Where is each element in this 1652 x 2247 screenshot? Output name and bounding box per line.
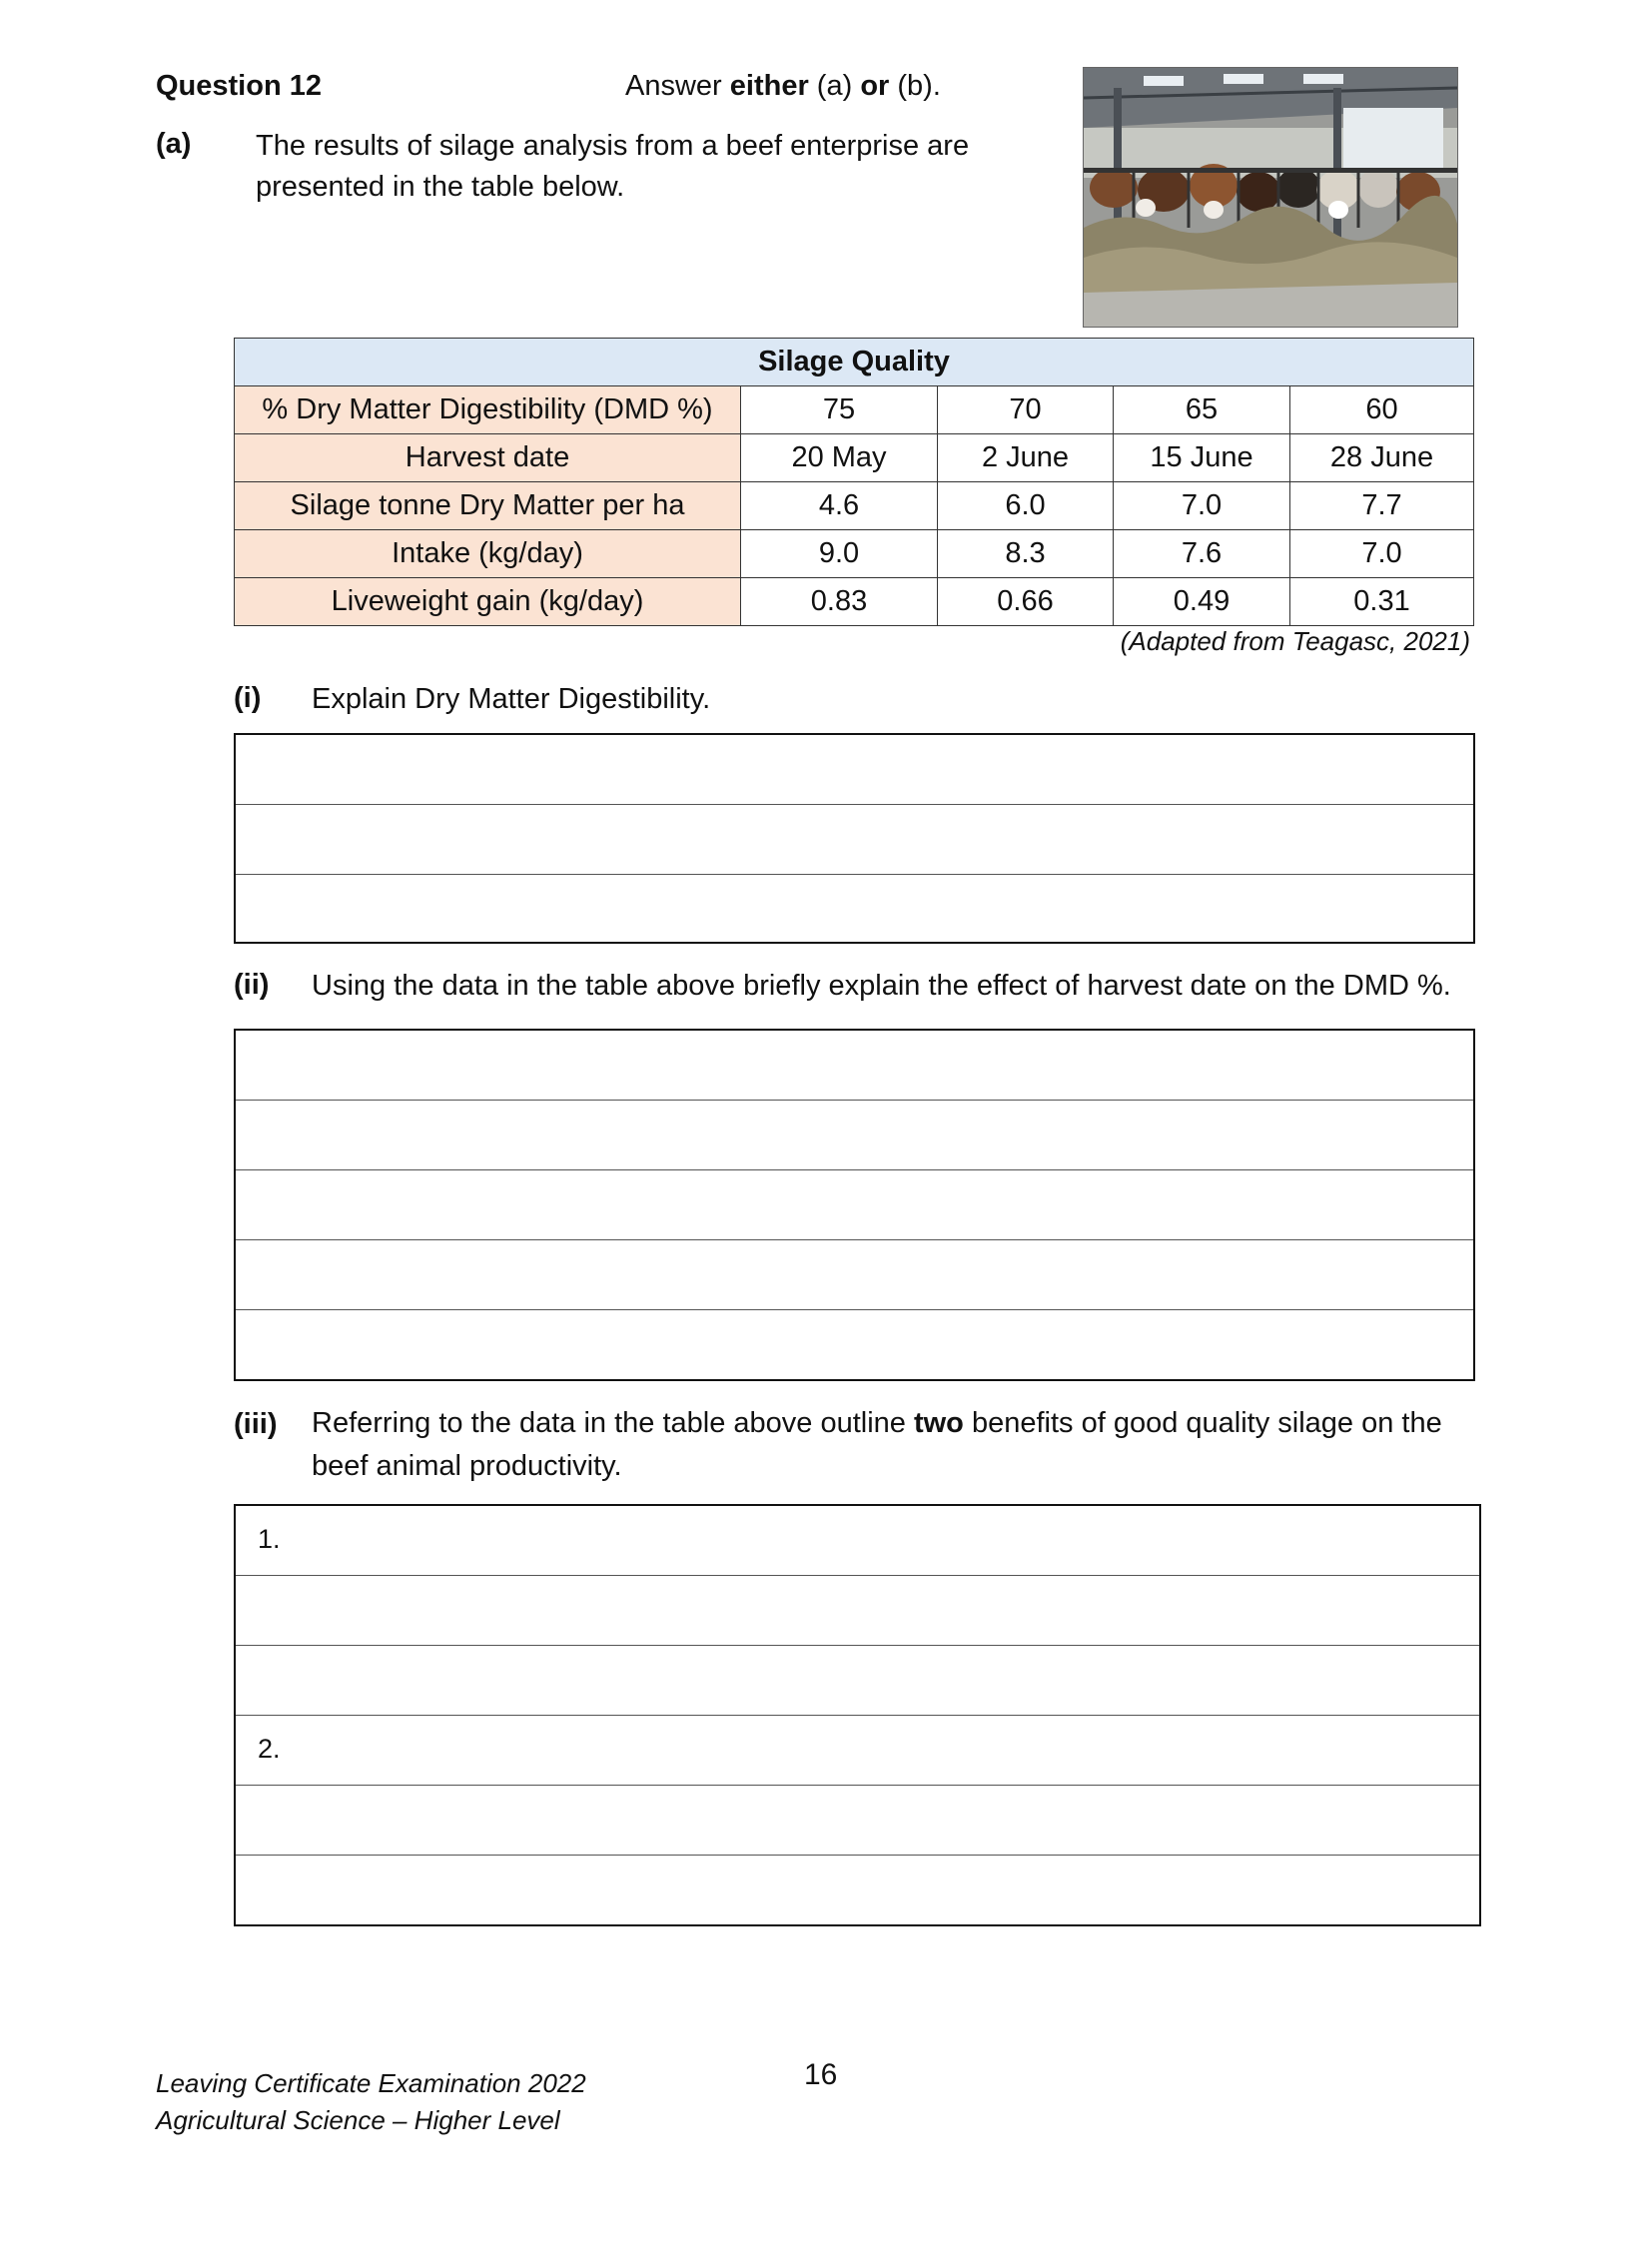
table-cell: 7.0 bbox=[1114, 482, 1290, 530]
table-row bbox=[235, 482, 1474, 530]
row-label: Silage tonne Dry Matter per ha bbox=[235, 482, 741, 530]
answer-line[interactable] bbox=[236, 1310, 1473, 1378]
answer-line[interactable] bbox=[236, 1031, 1473, 1101]
table-row bbox=[235, 578, 1474, 626]
silage-quality-table bbox=[234, 338, 1474, 626]
answer-line[interactable] bbox=[236, 1786, 1479, 1856]
answer-line[interactable] bbox=[236, 1506, 1479, 1576]
table-cell: 0.66 bbox=[938, 578, 1114, 626]
table-cell: 7.7 bbox=[1290, 482, 1474, 530]
question-iii-label: (iii) bbox=[234, 1408, 278, 1440]
row-label: Harvest date bbox=[235, 434, 741, 482]
part-a-intro: The results of silage analysis from a beef enterprise are presented in the table below. bbox=[256, 130, 970, 203]
table-cell: 70 bbox=[938, 386, 1114, 434]
table-source: (Adapted from Teagasc, 2021) bbox=[1120, 626, 1470, 656]
question-ii-text: Using the data in the table above briefly explain the effect of harvest date on the DMD %. bbox=[312, 970, 1451, 1002]
table-cell: 60 bbox=[1290, 386, 1474, 434]
footer-subject: Agricultural Science – Higher Level bbox=[156, 2105, 560, 2135]
answer-number-1: 1. bbox=[258, 1524, 281, 1554]
answer-instruction bbox=[625, 70, 941, 103]
answer-line[interactable] bbox=[236, 1101, 1473, 1170]
row-label: % Dry Matter Digestibility (DMD %) bbox=[235, 386, 741, 434]
table-cell: 15 June bbox=[1114, 434, 1290, 482]
question-iii-text-bold: two bbox=[913, 1407, 964, 1439]
question-title: Question 12 bbox=[156, 70, 322, 102]
question-ii-label: (ii) bbox=[234, 969, 270, 1001]
page-number: 16 bbox=[804, 2058, 838, 2091]
question-i-label: (i) bbox=[234, 682, 262, 714]
table-cell: 20 May bbox=[741, 434, 938, 482]
answer-line[interactable] bbox=[236, 1170, 1473, 1240]
answer-line[interactable] bbox=[236, 735, 1473, 805]
table-cell: 0.83 bbox=[741, 578, 938, 626]
instruction-mid2: (b). bbox=[889, 70, 941, 102]
answer-line[interactable] bbox=[236, 805, 1473, 875]
table-cell: 0.31 bbox=[1290, 578, 1474, 626]
question-iii-text-pre: Referring to the data in the table above outline bbox=[312, 1407, 914, 1439]
row-label: Intake (kg/day) bbox=[235, 530, 741, 578]
table-cell: 65 bbox=[1114, 386, 1290, 434]
table-cell: 7.6 bbox=[1114, 530, 1290, 578]
answer-line[interactable] bbox=[236, 1646, 1479, 1716]
question-i-text: Explain Dry Matter Digestibility. bbox=[312, 683, 711, 715]
part-a-label: (a) bbox=[156, 128, 192, 160]
cattle-shed-photo bbox=[1083, 67, 1458, 328]
answer-line[interactable] bbox=[236, 1240, 1473, 1310]
instruction-mid1: (a) bbox=[808, 70, 861, 102]
answer-line[interactable] bbox=[236, 1716, 1479, 1786]
answer-box-i[interactable] bbox=[234, 733, 1475, 944]
table-row bbox=[235, 530, 1474, 578]
table-cell: 9.0 bbox=[741, 530, 938, 578]
instruction-or: or bbox=[860, 70, 890, 102]
answer-line[interactable] bbox=[236, 875, 1473, 941]
answer-line[interactable] bbox=[236, 1856, 1479, 1923]
table-cell: 28 June bbox=[1290, 434, 1474, 482]
footer-exam: Leaving Certificate Examination 2022 bbox=[156, 2068, 586, 2098]
table-cell: 4.6 bbox=[741, 482, 938, 530]
table-cell: 2 June bbox=[938, 434, 1114, 482]
row-label: Liveweight gain (kg/day) bbox=[235, 578, 741, 626]
question-iii-text-post: benefits of good quality silage on the beef animal productivity. bbox=[312, 1407, 1442, 1482]
answer-box-iii[interactable] bbox=[234, 1504, 1481, 1926]
table-row bbox=[235, 386, 1474, 434]
answer-number-2: 2. bbox=[258, 1734, 281, 1764]
instruction-either: either bbox=[729, 70, 809, 102]
answer-line[interactable] bbox=[236, 1576, 1479, 1646]
table-title: Silage Quality bbox=[235, 339, 1474, 386]
table-cell: 7.0 bbox=[1290, 530, 1474, 578]
table-row bbox=[235, 434, 1474, 482]
table-cell: 0.49 bbox=[1114, 578, 1290, 626]
table-cell: 75 bbox=[741, 386, 938, 434]
answer-box-ii[interactable] bbox=[234, 1029, 1475, 1381]
instruction-pre: Answer bbox=[625, 70, 730, 102]
table-cell: 6.0 bbox=[938, 482, 1114, 530]
footer bbox=[156, 2065, 586, 2139]
question-iii-text bbox=[312, 1402, 1470, 1488]
table-cell: 8.3 bbox=[938, 530, 1114, 578]
